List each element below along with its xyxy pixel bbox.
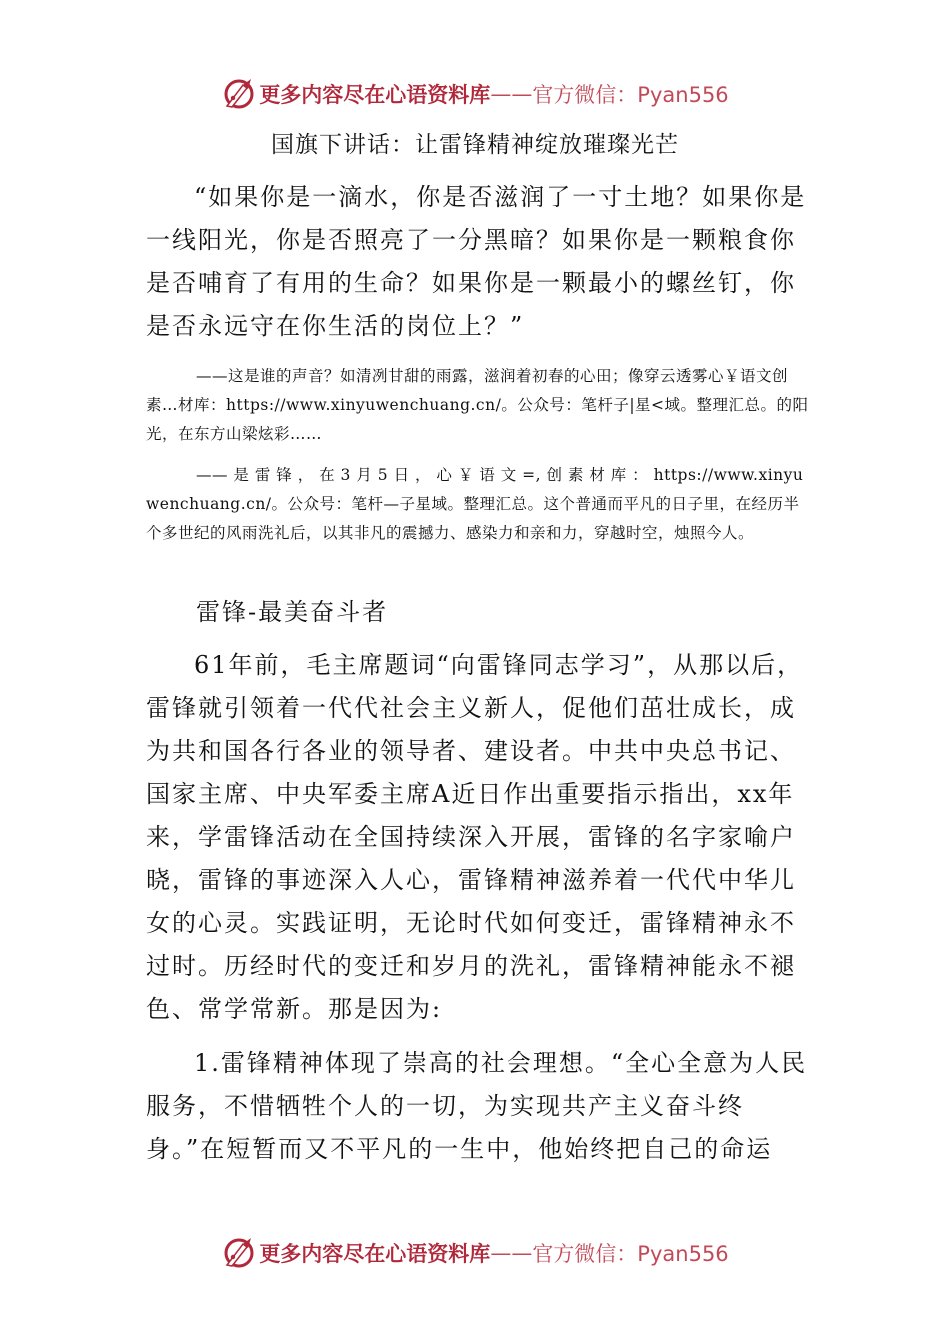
quill-logo-icon: [221, 76, 257, 112]
banner-site-name: 更多内容尽在心语资料库: [259, 1242, 491, 1266]
banner-wechat: 官方微信：Pyan556: [532, 83, 729, 107]
banner-wechat: 官方微信：Pyan556: [532, 1242, 729, 1266]
section-heading: 雷锋-最美奋斗者: [196, 598, 389, 626]
body-paragraph-2: 1.雷锋精神体现了崇高的社会理想。“全心全意为人民服务，不惜牺牲个人的一切，为实现共产主义奋斗终身。”在短暂而又不平凡的一生中，他始终把自己的命运: [146, 1049, 808, 1163]
footer-banner: [0, 1233, 950, 1273]
banner-dash: ——: [490, 1241, 533, 1265]
body-paragraph-1: 61年前，毛主席题词“向雷锋同志学习”，从那以后，雷锋就引领着一代代社会主义新人，促他们茁壮成长，成为共和国各行各业的领导者、建设者。中共中央总书记、国家主席、中央军委主席A近日作出重要指示指出，xx年来，学雷锋活动在全国持续深入开展，雷锋的名字家喻户晓，雷锋的事迹深入人心，雷锋精神滋养着一代代中华儿女的心灵。实践证明，无论时代如何变迁，雷锋精神永不过时。历经时代的变迁和岁月的洗礼，雷锋精神能永不褪色、常学常新。那是因为:: [146, 651, 804, 1023]
header-banner: [0, 74, 950, 114]
page-title: 国旗下讲话：让雷锋精神绽放璀璨光芒: [271, 132, 679, 158]
quill-logo-icon: [221, 1235, 257, 1271]
banner-dash: ——: [490, 82, 533, 106]
opening-quote: “如果你是一滴水，你是否滋润了一寸土地？如果你是一线阳光，你是否照亮了一分黑暗？如果你是一颗粮食你是否哺育了有用的生命？如果你是一颗最小的螺丝钉，你是否永远守在你生活的岗位上？”: [146, 183, 807, 340]
banner-site-name: 更多内容尽在心语资料库: [259, 83, 491, 107]
note-paragraph-2: —— 是 雷 锋 ， 在 3 月 5 日 ， 心 ￥ 语 文 =, 创 素 材 库 ： https://www.xinyuwenchuang.cn/。公众号：笔杆—子星域。整理汇总。这个普通而平凡的日子里，在经历半个多世纪的风雨洗礼后，以其非凡的震撼力、感染力和亲和力，穿越时空，烛照今人。: [146, 466, 804, 542]
note-paragraph-1: ——这是谁的声音？如清冽甘甜的雨露，滋润着初春的心田；像穿云透雾心￥语文创素…材库：https://www.xinyuwenchuang.cn/。公众号：笔杆子|星<域。整理汇总。的阳光，在东方山梁炫彩……: [146, 367, 809, 443]
